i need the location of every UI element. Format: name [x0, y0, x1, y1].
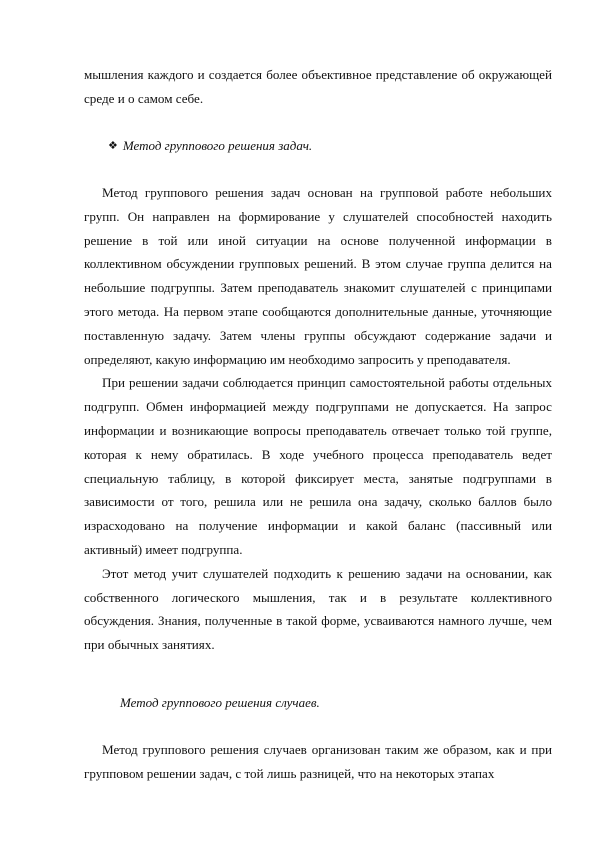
- section-heading-group-cases: Метод группового решения случаев.: [120, 695, 320, 710]
- paragraph-continuation: мышления каждого и создается более объективное представление об окружающей среде и о самом себе.: [84, 67, 552, 106]
- section-heading-text: Метод группового решения задач.: [122, 138, 313, 153]
- paragraph-subgroup-work: При решении задачи соблюдается принцип самостоятельной работы отдельных подгрупп. Обмен информацией между подгруппами не допускается. На запрос информации и возникающие вопросы преподаватель отвечает только той группе, которая к нему обратилась. В ходе учебного процесса преподаватель ведет специальную таблицу, в которой фиксирует места, занятые подгруппами в зависимости от того, решила или не решила она задачу, сколько баллов было израсходовано на получение информации и какой баланс (пассивный или активный) имеет подгруппа.: [84, 375, 552, 557]
- body-text-block: [84, 181, 552, 657]
- diamond-bullet-icon: ❖: [108, 140, 118, 152]
- section-heading-group-tasks: [108, 137, 312, 156]
- paragraph-continuation-block: [84, 63, 552, 111]
- paragraph-method-benefits: Этот метод учит слушателей подходить к решению задачи на основании, как собственного логического мышления, так и в результате коллективного обсуждения. Знания, полученные в такой форме, усваиваются намного лучше, чем при обычных занятиях.: [84, 565, 552, 653]
- paragraph-method-description: Метод группового решения задач основан на групповой работе небольших групп. Он направлен на формирование у слушателей способностей находить решение в той или иной ситуации на основе полученной информации в коллективном обсуждении групповых решений. В этом случае группа делится на небольшие подгруппы. Затем преподаватель знакомит слушателей с принципами этого метода. На первом этапе сообщаются дополнительные данные, уточняющие поставленную задачу. Затем члены группы обсуждают содержание задачи и определяют, какую информацию им необходимо запросить у преподавателя.: [84, 185, 552, 367]
- body-text-block-2: [84, 738, 552, 786]
- paragraph-case-method: Метод группового решения случаев организован таким же образом, как и при групповом решении задач, с той лишь разницей, что на некоторых этапах: [84, 742, 552, 781]
